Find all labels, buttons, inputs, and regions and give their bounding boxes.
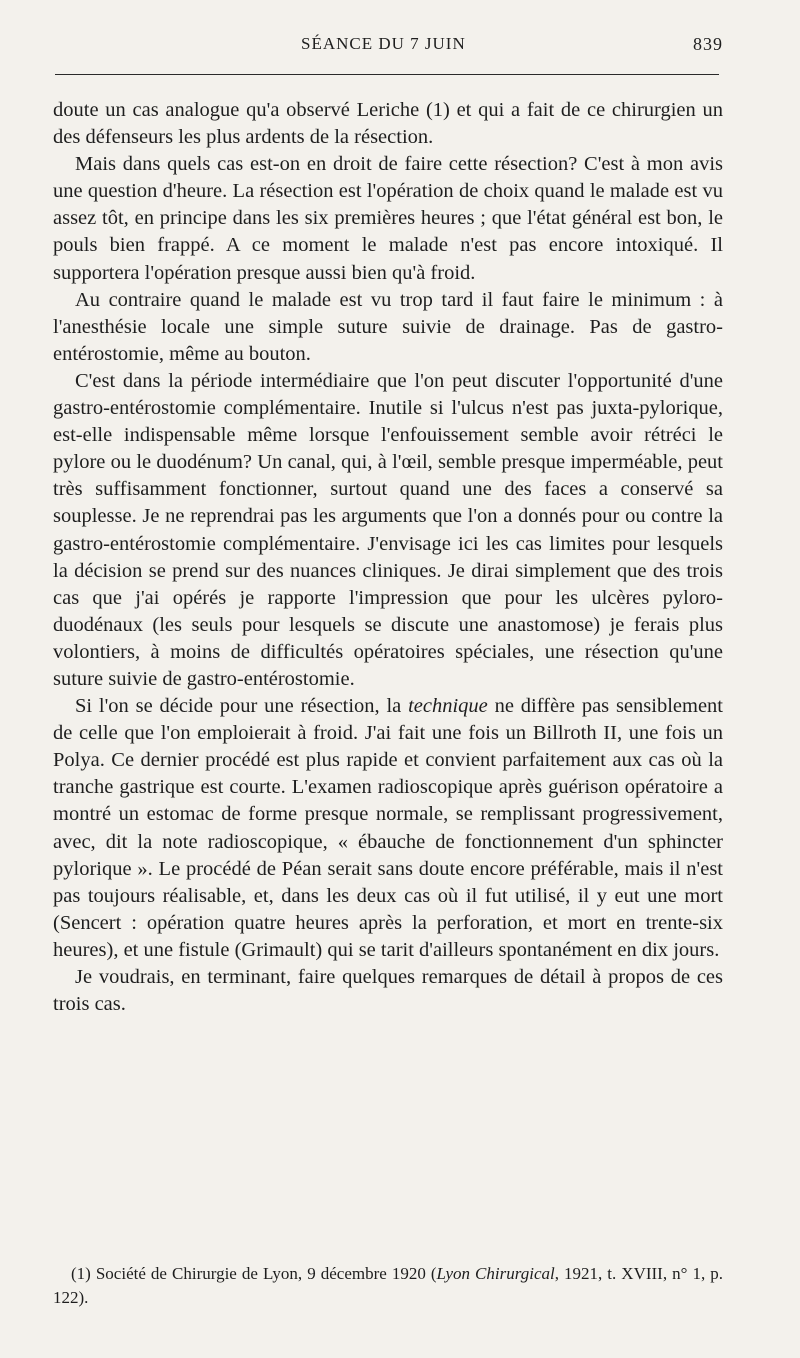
paragraph-6: Je voudrais, en terminant, faire quelques remarques de détail à propos de ces trois cas. (53, 966, 723, 1016)
footnote-end: , 1921, t. XVIII, n° 1, p. 122). (53, 1264, 723, 1307)
body-text (53, 97, 723, 1018)
paragraph-5-rest: ne diffère pas sensiblement de celle que l'on emploierait à froid. J'ai fait une fois un Billroth II, une fois un Polya. Ce dernier procédé est plus rapide et convient parfaitement aux cas où la tranche gastrique est courte. L'examen radioscopique après guérison opératoire a montré un estomac de forme presque normale, se remplissant progressivement, avec, dit la note radioscopique, « ébauche de fonctionnement d'un sphincter pylorique ». Le procédé de Péan serait sans doute encore préférable, mais il n'est pas toujours réalisable, et, dans les deux cas où il fut utilisé, il y eut une mort (Sencert : opération quatre heures après la perforation, et mort en trente-six heures), et une fistule (Grimault) qui se tarit d'ailleurs spontanément en dix jours. (53, 695, 723, 961)
book-page (53, 0, 723, 1358)
session-title: SÉANCE DU 7 JUIN (301, 34, 466, 53)
paragraph-4: C'est dans la période intermédiaire que l'on peut discuter l'opportunité d'une gastro-entérostomie complémentaire. Inutile si l'ulcus n'est pas juxta-pylorique, est-elle indispensable même lorsque l'enfouissement semble avoir rétréci le pylore ou le duodénum? Un canal, qui, à l'œil, semble presque imperméable, peut très suffisamment fonctionner, surtout quand une des faces a conservé sa souplesse. Je ne reprendrai pas les arguments que l'on a donnés pour ou contre la gastro-entérostomie complémentaire. J'envisage ici les cas limites pour lesquels la décision se prend sur des nuances cliniques. Je dirai simplement que des trois cas que j'ai opérés je rapporte l'impression que pour les ulcères pyloro-duodénaux (les seuls pour lesquels se discute une anastomose) je ferais plus volontiers, à moins de difficultés opératoires spéciales, une résection qu'une suture suivie de gastro-entérostomie. (53, 369, 723, 690)
paragraph-1: doute un cas analogue qu'a observé Leriche (1) et qui a fait de ce chirurgien un des défenseurs les plus ardents de la résection. (53, 99, 723, 149)
page-number: 839 (693, 34, 723, 54)
paragraph-5-start: Si l'on se décide pour une résection, la (75, 695, 409, 718)
footnote-start: (1) Société de Chirurgie de Lyon, 9 décembre 1920 ( (71, 1264, 437, 1283)
paragraph-5-italic: technique (408, 695, 488, 718)
running-header (53, 34, 723, 58)
paragraph-2: Mais dans quels cas est-on en droit de faire cette résection? C'est à mon avis une question d'heure. La résection est l'opération de choix quand le malade est vu assez tôt, en principe dans les six premières heures ; que l'état général est bon, le pouls bien frappé. A ce moment le malade n'est pas encore intoxiqué. Il supportera l'opération presque aussi bien qu'à froid. (53, 153, 723, 284)
header-rule (55, 74, 719, 75)
paragraph-5 (53, 693, 723, 964)
paragraph-3: Au contraire quand le malade est vu trop tard il faut faire le minimum : à l'anesthésie locale une simple suture suivie de drainage. Pas de gastro-entérostomie, même au bouton. (53, 288, 723, 365)
footnote-journal: Lyon Chirurgical (436, 1264, 555, 1283)
footnote-text (53, 1262, 723, 1310)
footnote (53, 1262, 723, 1310)
